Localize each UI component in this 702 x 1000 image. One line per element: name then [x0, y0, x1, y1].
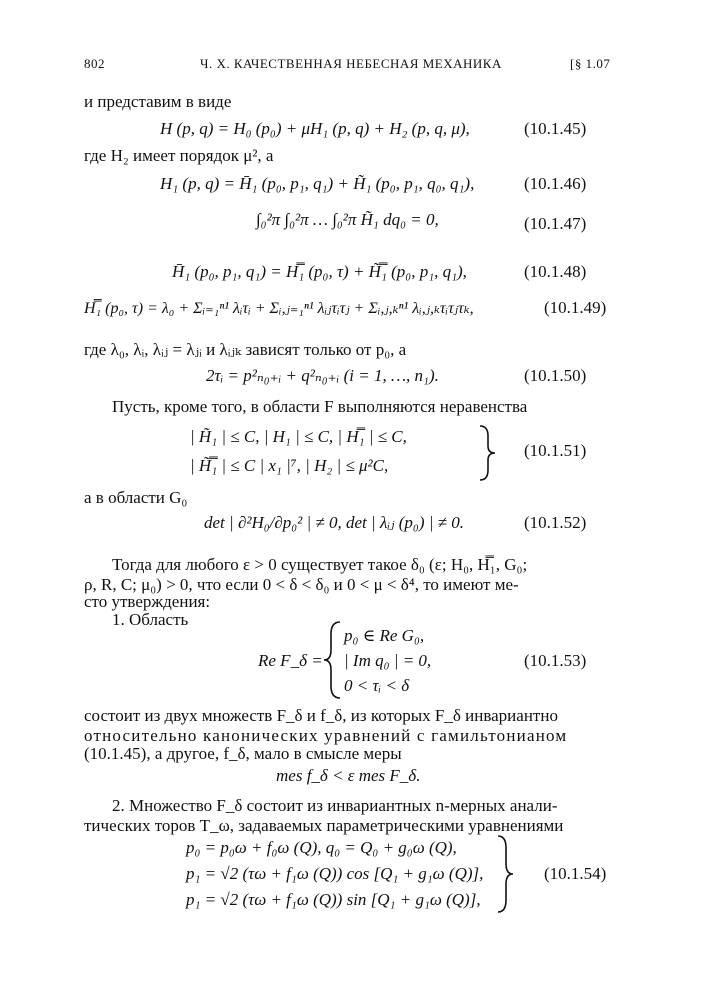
equation-10-1-45: H (p, q) = H₀ (p₀) + μH₁ (p, q) + H₂ (p, q, μ), [160, 119, 470, 138]
text-line: (10.1.45), а другое, f_δ, мало в смысле меры [84, 744, 402, 763]
equation-number: (10.1.46) [524, 174, 587, 193]
text-line: состоит из двух множеств F_δ и f_δ, из которых F_δ инвариантно [84, 706, 558, 725]
text-line: сто утверждения: [84, 592, 211, 611]
equation-10-1-53-row1: p₀ ∈ Re G₀, [344, 626, 425, 645]
equation-number: (10.1.51) [524, 441, 587, 460]
page-number: 802 [84, 56, 105, 71]
equation-number: (10.1.48) [524, 262, 587, 281]
equation-number: (10.1.45) [524, 119, 587, 138]
equation-10-1-53-lhs: Re F_δ = [258, 651, 323, 670]
equation-mes: mes f_δ < ε mes F_δ. [276, 766, 421, 785]
section-label: [§ 1.07 [570, 56, 611, 71]
equation-10-1-53-row2: | Im q₀ | = 0, [344, 651, 432, 670]
equation-number: (10.1.54) [544, 864, 607, 883]
text-line: Пусть, кроме того, в области F выполняются неравенства [112, 397, 528, 416]
equation-number: (10.1.47) [524, 214, 587, 233]
text-line: тических торов T_ω, задаваемых параметрическими уравнениями [84, 816, 564, 835]
equation-10-1-47: ∫₀²π ∫₀²π … ∫₀²π H̃₁ dq₀ = 0, [256, 210, 439, 229]
equation-10-1-54-row1: p₀ = p₀ω + f₀ω (Q), q₀ = Q₀ + g₀ω (Q), [186, 838, 457, 857]
equation-10-1-50: 2τᵢ = p²ₙ₀₊ᵢ + q²ₙ₀₊ᵢ (i = 1, …, n₁). [206, 366, 439, 385]
text-line: ρ, R, C; μ₀) > 0, что если 0 < δ < δ₀ и 0 < μ < δ⁴, то имеют ме- [84, 575, 519, 594]
equation-10-1-54-row3: p₁ = √2 (τω + f₁ω (Q)) sin [Q₁ + g₁ω (Q)], [186, 890, 481, 909]
text-line: Тогда для любого ε > 0 существует такое δ₀ (ε; H₀, H̿₁, G₀; [112, 555, 528, 574]
equation-number: (10.1.53) [524, 651, 587, 670]
equation-10-1-53-row3: 0 < τᵢ < δ [344, 676, 410, 695]
equation-10-1-52: det | ∂²H₀/∂p₀² | ≠ 0, det | λᵢⱼ (p₀) | ≠ 0. [204, 513, 464, 532]
text-line: где λ₀, λᵢ, λᵢⱼ = λⱼᵢ и λᵢⱼₖ зависят только от p₀, а [84, 340, 407, 359]
left-brace [322, 620, 344, 700]
text-line: и представим в виде [84, 92, 232, 111]
equation-number: (10.1.50) [524, 366, 587, 385]
equation-10-1-54-row2: p₁ = √2 (τω + f₁ω (Q)) cos [Q₁ + g₁ω (Q)], [186, 864, 484, 883]
equation-10-1-48: H̄₁ (p₀, p₁, q₁) = H̿₁ (p₀, τ) + H̿̃₁ (p₀, p₁, q₁), [172, 262, 467, 281]
equation-10-1-49: H̿₁ (p₀, τ) = λ₀ + Σᵢ₌₁ⁿ¹ λᵢτᵢ + Σᵢ,ⱼ₌₁ⁿ¹ λᵢⱼτᵢτⱼ + Σᵢ,ⱼ,ₖⁿ¹ λᵢ,ⱼ,ₖτᵢτⱼτₖ, [84, 300, 474, 317]
text-line: 2. Множество F_δ состоит из инвариантных n-мерных анали- [112, 796, 558, 815]
equation-number: (10.1.52) [524, 513, 587, 532]
equation-10-1-46: H₁ (p, q) = H̄₁ (p₀, p₁, q₁) + H̃₁ (p₀, p₁, q₀, q₁), [160, 174, 475, 193]
right-brace [476, 424, 498, 482]
text-line: относительно канонических уравнений с гамильтонианом [84, 726, 568, 745]
running-title: Ч. X. КАЧЕСТВЕННАЯ НЕБЕСНАЯ МЕХАНИКА [200, 56, 502, 71]
text-line: где H₂ имеет порядок μ², а [84, 146, 274, 165]
equation-number: (10.1.49) [544, 298, 607, 317]
equation-10-1-51-row2: | H̿̃₁ | ≤ C | x₁ |⁷, | H₂ | ≤ μ²C, [190, 456, 389, 475]
equation-10-1-51-row1: | H̃₁ | ≤ C, | H₁ | ≤ C, | H̿₁ | ≤ C, [190, 427, 407, 446]
right-brace [494, 834, 516, 914]
text-line: 1. Область [112, 610, 189, 629]
text-line: а в области G₀ [84, 488, 188, 507]
